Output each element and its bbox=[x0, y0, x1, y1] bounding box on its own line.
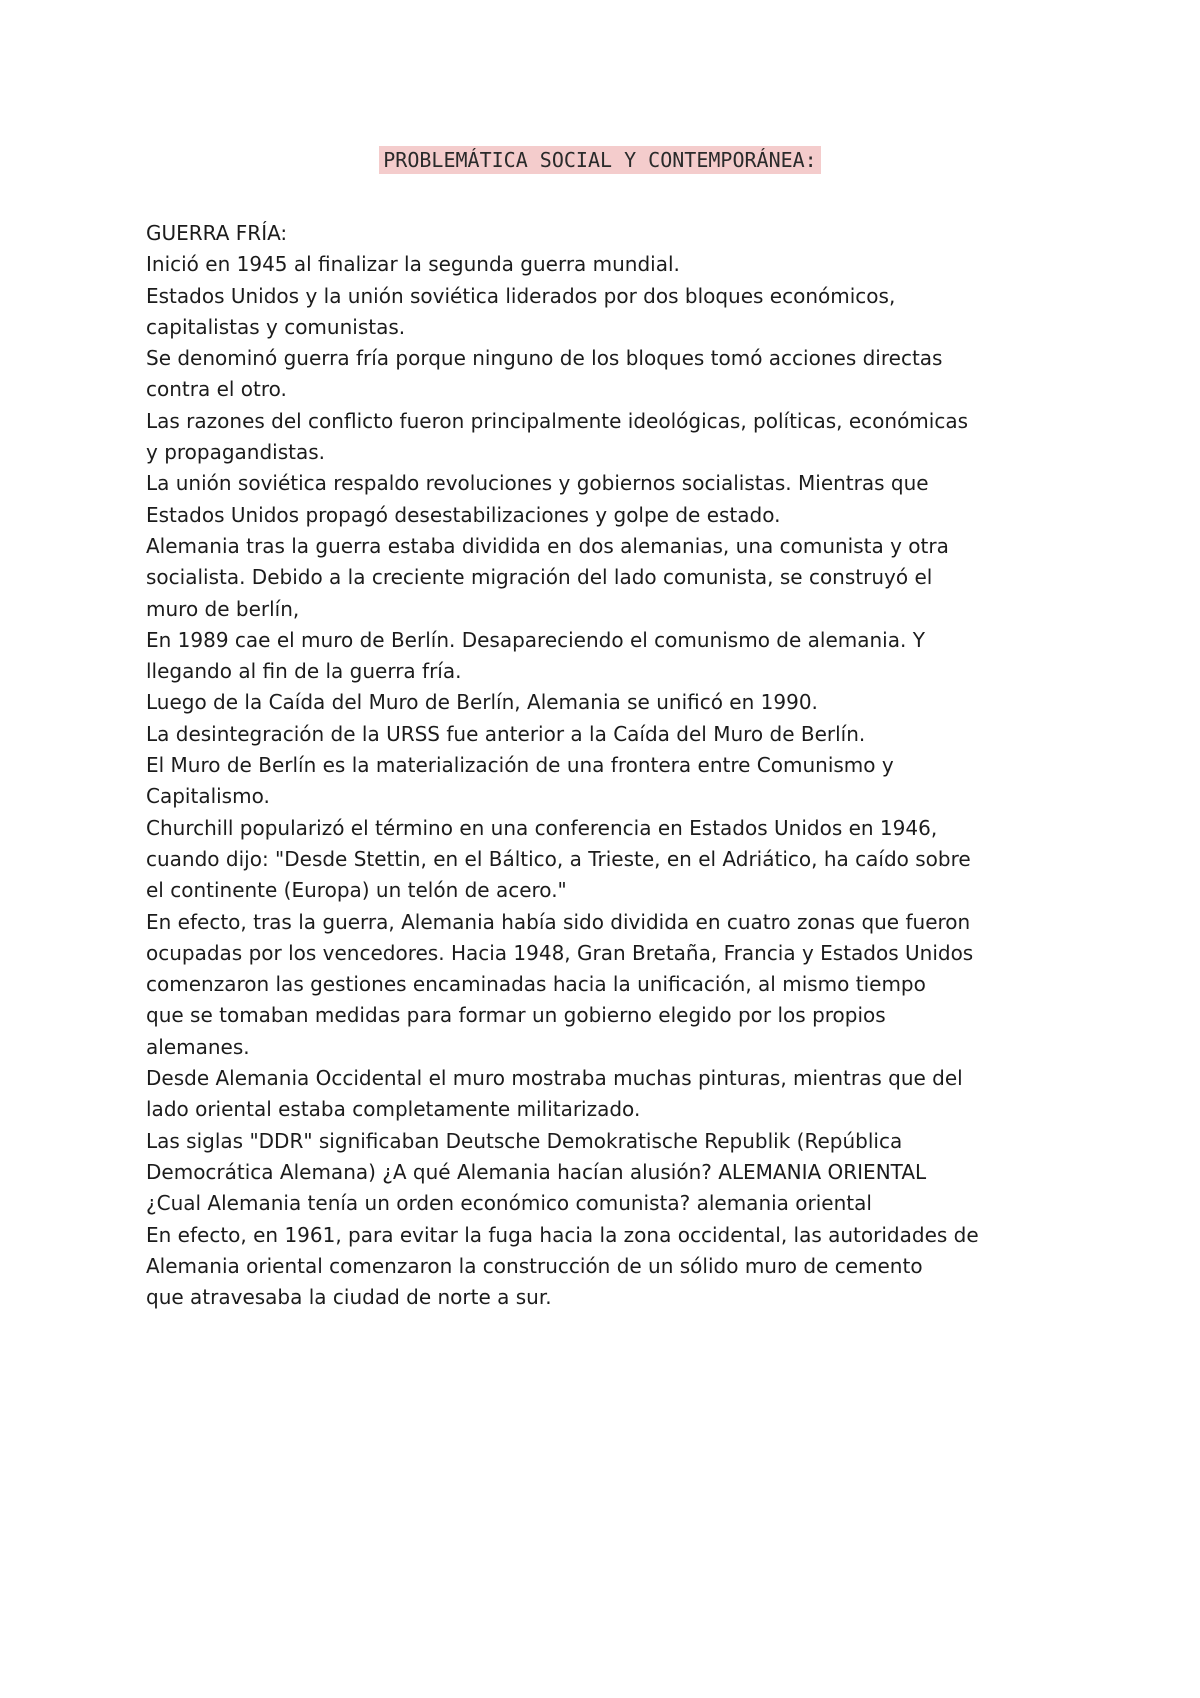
document-title: PROBLEMÁTICA SOCIAL Y CONTEMPORÁNEA: bbox=[379, 146, 820, 174]
text-line: lado oriental estaba completamente militarizado. bbox=[146, 1097, 641, 1122]
text-line: Democrática Alemana) ¿A qué Alemania hacían alusión? ALEMANIA ORIENTAL bbox=[146, 1159, 927, 1184]
text-line: Capitalismo. bbox=[146, 784, 270, 809]
text-line: capitalistas y comunistas. bbox=[146, 314, 406, 339]
text-line: Estados Unidos y la unión soviética liderados por dos bloques económicos, bbox=[146, 283, 896, 308]
text-line: Se denominó guerra fría porque ninguno de los bloques tomó acciones directas bbox=[146, 346, 943, 371]
text-line: contra el otro. bbox=[146, 377, 287, 402]
text-line: En 1989 cae el muro de Berlín. Desapareciendo el comunismo de alemania. Y bbox=[146, 627, 925, 652]
text-line: que se tomaban medidas para formar un gobierno elegido por los propios bbox=[146, 1003, 886, 1028]
text-line: ¿Cual Alemania tenía un orden económico comunista? alemania oriental bbox=[146, 1191, 872, 1216]
text-line: Las siglas "DDR" significaban Deutsche Demokratische Republik (República bbox=[146, 1128, 903, 1153]
text-line: Desde Alemania Occidental el muro mostraba muchas pinturas, mientras que del bbox=[146, 1066, 963, 1091]
text-line: alemanes. bbox=[146, 1034, 250, 1059]
text-line: Inició en 1945 al finalizar la segunda guerra mundial. bbox=[146, 252, 680, 277]
text-line: Alemania tras la guerra estaba dividida en dos alemanias, una comunista y otra bbox=[146, 533, 949, 558]
text-line: En efecto, tras la guerra, Alemania había sido dividida en cuatro zonas que fueron bbox=[146, 909, 971, 934]
text-line: y propagandistas. bbox=[146, 440, 326, 465]
text-line: Alemania oriental comenzaron la construcción de un sólido muro de cemento bbox=[146, 1253, 923, 1278]
document-body bbox=[146, 218, 1066, 1313]
text-line: La unión soviética respaldo revoluciones y gobiernos socialistas. Mientras que bbox=[146, 471, 929, 496]
text-line: cuando dijo: "Desde Stettin, en el Báltico, a Trieste, en el Adriático, ha caído sobre bbox=[146, 846, 971, 871]
title-container bbox=[0, 146, 1200, 174]
text-line: comenzaron las gestiones encaminadas hacia la unificación, al mismo tiempo bbox=[146, 972, 926, 997]
text-line: Estados Unidos propagó desestabilizaciones y golpe de estado. bbox=[146, 502, 781, 527]
text-line: Luego de la Caída del Muro de Berlín, Alemania se unificó en 1990. bbox=[146, 690, 818, 715]
text-line: El Muro de Berlín es la materialización de una frontera entre Comunismo y bbox=[146, 753, 894, 778]
text-line: que atravesaba la ciudad de norte a sur. bbox=[146, 1285, 552, 1310]
text-line: La desintegración de la URSS fue anterior a la Caída del Muro de Berlín. bbox=[146, 721, 866, 746]
text-line: GUERRA FRÍA: bbox=[146, 221, 288, 245]
text-line: muro de berlín, bbox=[146, 596, 300, 621]
text-line: En efecto, en 1961, para evitar la fuga hacia la zona occidental, las autoridades de bbox=[146, 1222, 979, 1247]
text-line: socialista. Debido a la creciente migración del lado comunista, se construyó el bbox=[146, 565, 933, 590]
text-line: Las razones del conflicto fueron principalmente ideológicas, políticas, económicas bbox=[146, 408, 969, 433]
text-line: ocupadas por los vencedores. Hacia 1948, Gran Bretaña, Francia y Estados Unidos bbox=[146, 940, 974, 965]
text-line: Churchill popularizó el término en una conferencia en Estados Unidos en 1946, bbox=[146, 815, 938, 840]
text-line: llegando al fin de la guerra fría. bbox=[146, 659, 462, 684]
text-line: el continente (Europa) un telón de acero." bbox=[146, 878, 567, 903]
